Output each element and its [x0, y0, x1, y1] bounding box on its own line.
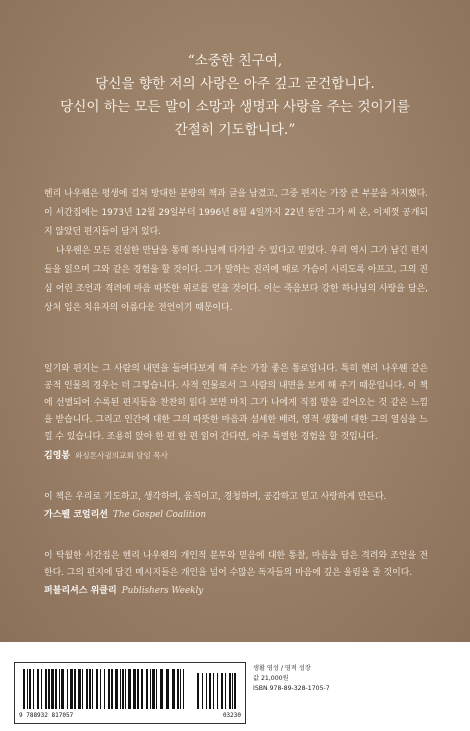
- barcode-number: [19, 712, 241, 719]
- barcode-bar: [150, 669, 151, 709]
- barcode-bar: [55, 669, 57, 709]
- barcode-bar: [59, 669, 60, 709]
- barcode-bar: [177, 669, 179, 709]
- barcode-bar: [111, 669, 113, 709]
- barcode-addon-bar: [225, 673, 226, 709]
- barcode-bar: [41, 669, 42, 709]
- quote-line: 당신을 향한 저의 사랑은 아주 깊고 굳건합니다.: [95, 76, 375, 92]
- barcode-bar: [27, 669, 28, 709]
- barcode-strip: [0, 642, 470, 731]
- barcode-bar: [183, 669, 184, 709]
- endorsement-author: [44, 447, 428, 465]
- quote-line: “소중한 친구여,: [187, 53, 283, 69]
- barcode-bar: [120, 669, 121, 709]
- endorsement-text: 이 책은 우리로 기도하고, 생각하며, 움직이고, 경청하며, 공감하고 믿고 사랑하게 만든다.: [44, 492, 387, 502]
- barcode-bar: [146, 669, 148, 709]
- author-name: 가스펠 코얼리션: [44, 510, 108, 520]
- barcode-addon-bar: [234, 673, 236, 709]
- barcode-bar: [141, 669, 143, 709]
- barcode-addon-bar: [206, 673, 207, 709]
- barcode-bar: [108, 669, 110, 709]
- barcode-addon-bar: [221, 673, 223, 709]
- barcode-bar: [45, 669, 47, 709]
- barcode-bar: [133, 669, 136, 709]
- barcode-bar: [67, 669, 68, 709]
- barcode-bar: [137, 669, 139, 709]
- barcode-bar: [70, 669, 73, 709]
- endorsement-gospel-coalition: [44, 489, 428, 524]
- barcode-bar: [156, 669, 157, 709]
- barcode-bar: [172, 669, 175, 709]
- barcode-bar: [86, 669, 88, 709]
- barcode-bar: [96, 669, 98, 709]
- endorsement-author: [44, 583, 428, 600]
- barcode-bar: [104, 669, 105, 709]
- barcode-number-addon: 03230: [222, 712, 241, 719]
- price-label: 값 21,000원: [253, 675, 289, 682]
- endorsement-text: 이 탁월한 서간집은 헨리 나우웬의 개인적 분투와 믿음에 대한 통찰, 마음을 담은 격려와 조언을 전한다. 그의 편지에 담긴 메시지들은 개인을 넘어 수많은 독자들의 마음에 깊은 울림을 줄 것이다.: [44, 551, 428, 578]
- barcode-bar: [100, 669, 101, 709]
- barcode-bar: [33, 669, 34, 709]
- barcode-bar: [37, 669, 39, 709]
- barcode-bar: [23, 669, 25, 709]
- author-description: 와싱톤사귐의교회 담임 목사: [75, 451, 168, 460]
- barcode-bar: [51, 669, 54, 709]
- barcode-bar: [82, 669, 83, 709]
- barcode-number-main: 9 788932 817057: [19, 712, 74, 719]
- barcode-bars: [21, 669, 241, 711]
- author-name: 퍼블리셔스 위클리: [44, 586, 117, 596]
- quote-line: 당신이 하는 모든 말이 소망과 생명과 사랑을 주는 것이기를: [60, 99, 410, 115]
- author-name: 김영봉: [44, 451, 71, 461]
- book-description: [44, 185, 428, 318]
- barcode-bar: [74, 669, 76, 709]
- barcode-addon-bar: [229, 673, 231, 709]
- barcode-addon-bar: [217, 673, 218, 709]
- barcode-addon-bar: [209, 673, 211, 709]
- endorsement-publishers-weekly: [44, 548, 428, 600]
- barcode-addon-bar: [232, 673, 233, 709]
- description-paragraph: 나우웬은 모든 진실한 만남을 통해 하나님께 다가갈 수 있다고 믿었다. 우리 역시 그가 남긴 편지들을 읽으며 그와 같은 경험을 할 것이다. 그가 말하는 진리에 때로 가슴이 시리도록 아프고, 그의 진심 어린 조언과 격려에 마음 따뜻한 위로를 얻을 것이다. 이는 죽음보다 강한 하나님의 사랑을 담은, 상처 입은 치유자의 아름다운 전언이기 때문이다.: [44, 246, 428, 313]
- barcode-bar: [29, 669, 31, 709]
- barcode-bar: [115, 669, 118, 709]
- endorsement-author: [44, 507, 428, 524]
- barcode-bar: [92, 669, 93, 709]
- barcode-bar: [180, 669, 181, 709]
- barcode-bar: [125, 669, 126, 709]
- author-description: Publishers Weekly: [121, 586, 204, 596]
- barcode-addon-bar: [213, 673, 214, 709]
- barcode-bar: [160, 669, 163, 709]
- barcode-bar: [89, 669, 91, 709]
- barcode-addon-bar: [202, 673, 203, 709]
- quote-line: 간절히 기도합니다.”: [174, 122, 296, 138]
- barcode-bar: [152, 669, 155, 709]
- barcode-bar: [48, 669, 50, 709]
- description-paragraph: 헨리 나우웬은 평생에 걸쳐 방대한 분량의 책과 글을 남겼고, 그중 편지는 가장 큰 부분을 차지했다. 이 서간집에는 1973년 12월 29일부터 1996년 8월 4일까지 22년 동안 그가 써 온, 이제껏 공개되지 않았던 편지들이 담겨 있다.: [44, 189, 428, 237]
- endorsement-kim: [44, 361, 428, 465]
- barcode-bar: [61, 669, 64, 709]
- barcode-bar: [122, 669, 124, 709]
- category-label: 생활 영성 / 영적 성장: [253, 665, 311, 672]
- book-meta: [253, 664, 330, 694]
- isbn-barcode: [14, 662, 246, 724]
- author-description: The Gospel Coalition: [113, 510, 207, 520]
- endorsement-text: 일기와 편지는 그 사람의 내면을 들여다보게 해 주는 가장 좋은 통로입니다. 특히 헨리 나우웬 같은 공적 인물의 경우는 더 그렇습니다. 사적 인물로서 그 사람의 내면을 보게 해 주기 때문입니다. 이 책에 선별되어 수록된 편지들을 찬찬히 읽다 보면 마치 그가 나에게 직접 말을 걸어오는 것 같은 느낌을 받습니다. 그리고 인간에 대한 그의 따뜻한 마음과 섬세한 배려, 영적 생활에 대한 그의 열심을 느낄 수 있습니다. 조용히 앉아 한 편 한 편 읽어 간다면, 아주 특별한 경험을 할 것입니다.: [44, 364, 428, 442]
- barcode-bar: [78, 669, 81, 709]
- barcode-addon-bar: [197, 673, 199, 709]
- featured-quote: [0, 50, 470, 142]
- isbn-label: ISBN 978-89-328-1705-7: [253, 685, 330, 692]
- barcode-bar: [166, 669, 169, 709]
- barcode-bar: [128, 669, 131, 709]
